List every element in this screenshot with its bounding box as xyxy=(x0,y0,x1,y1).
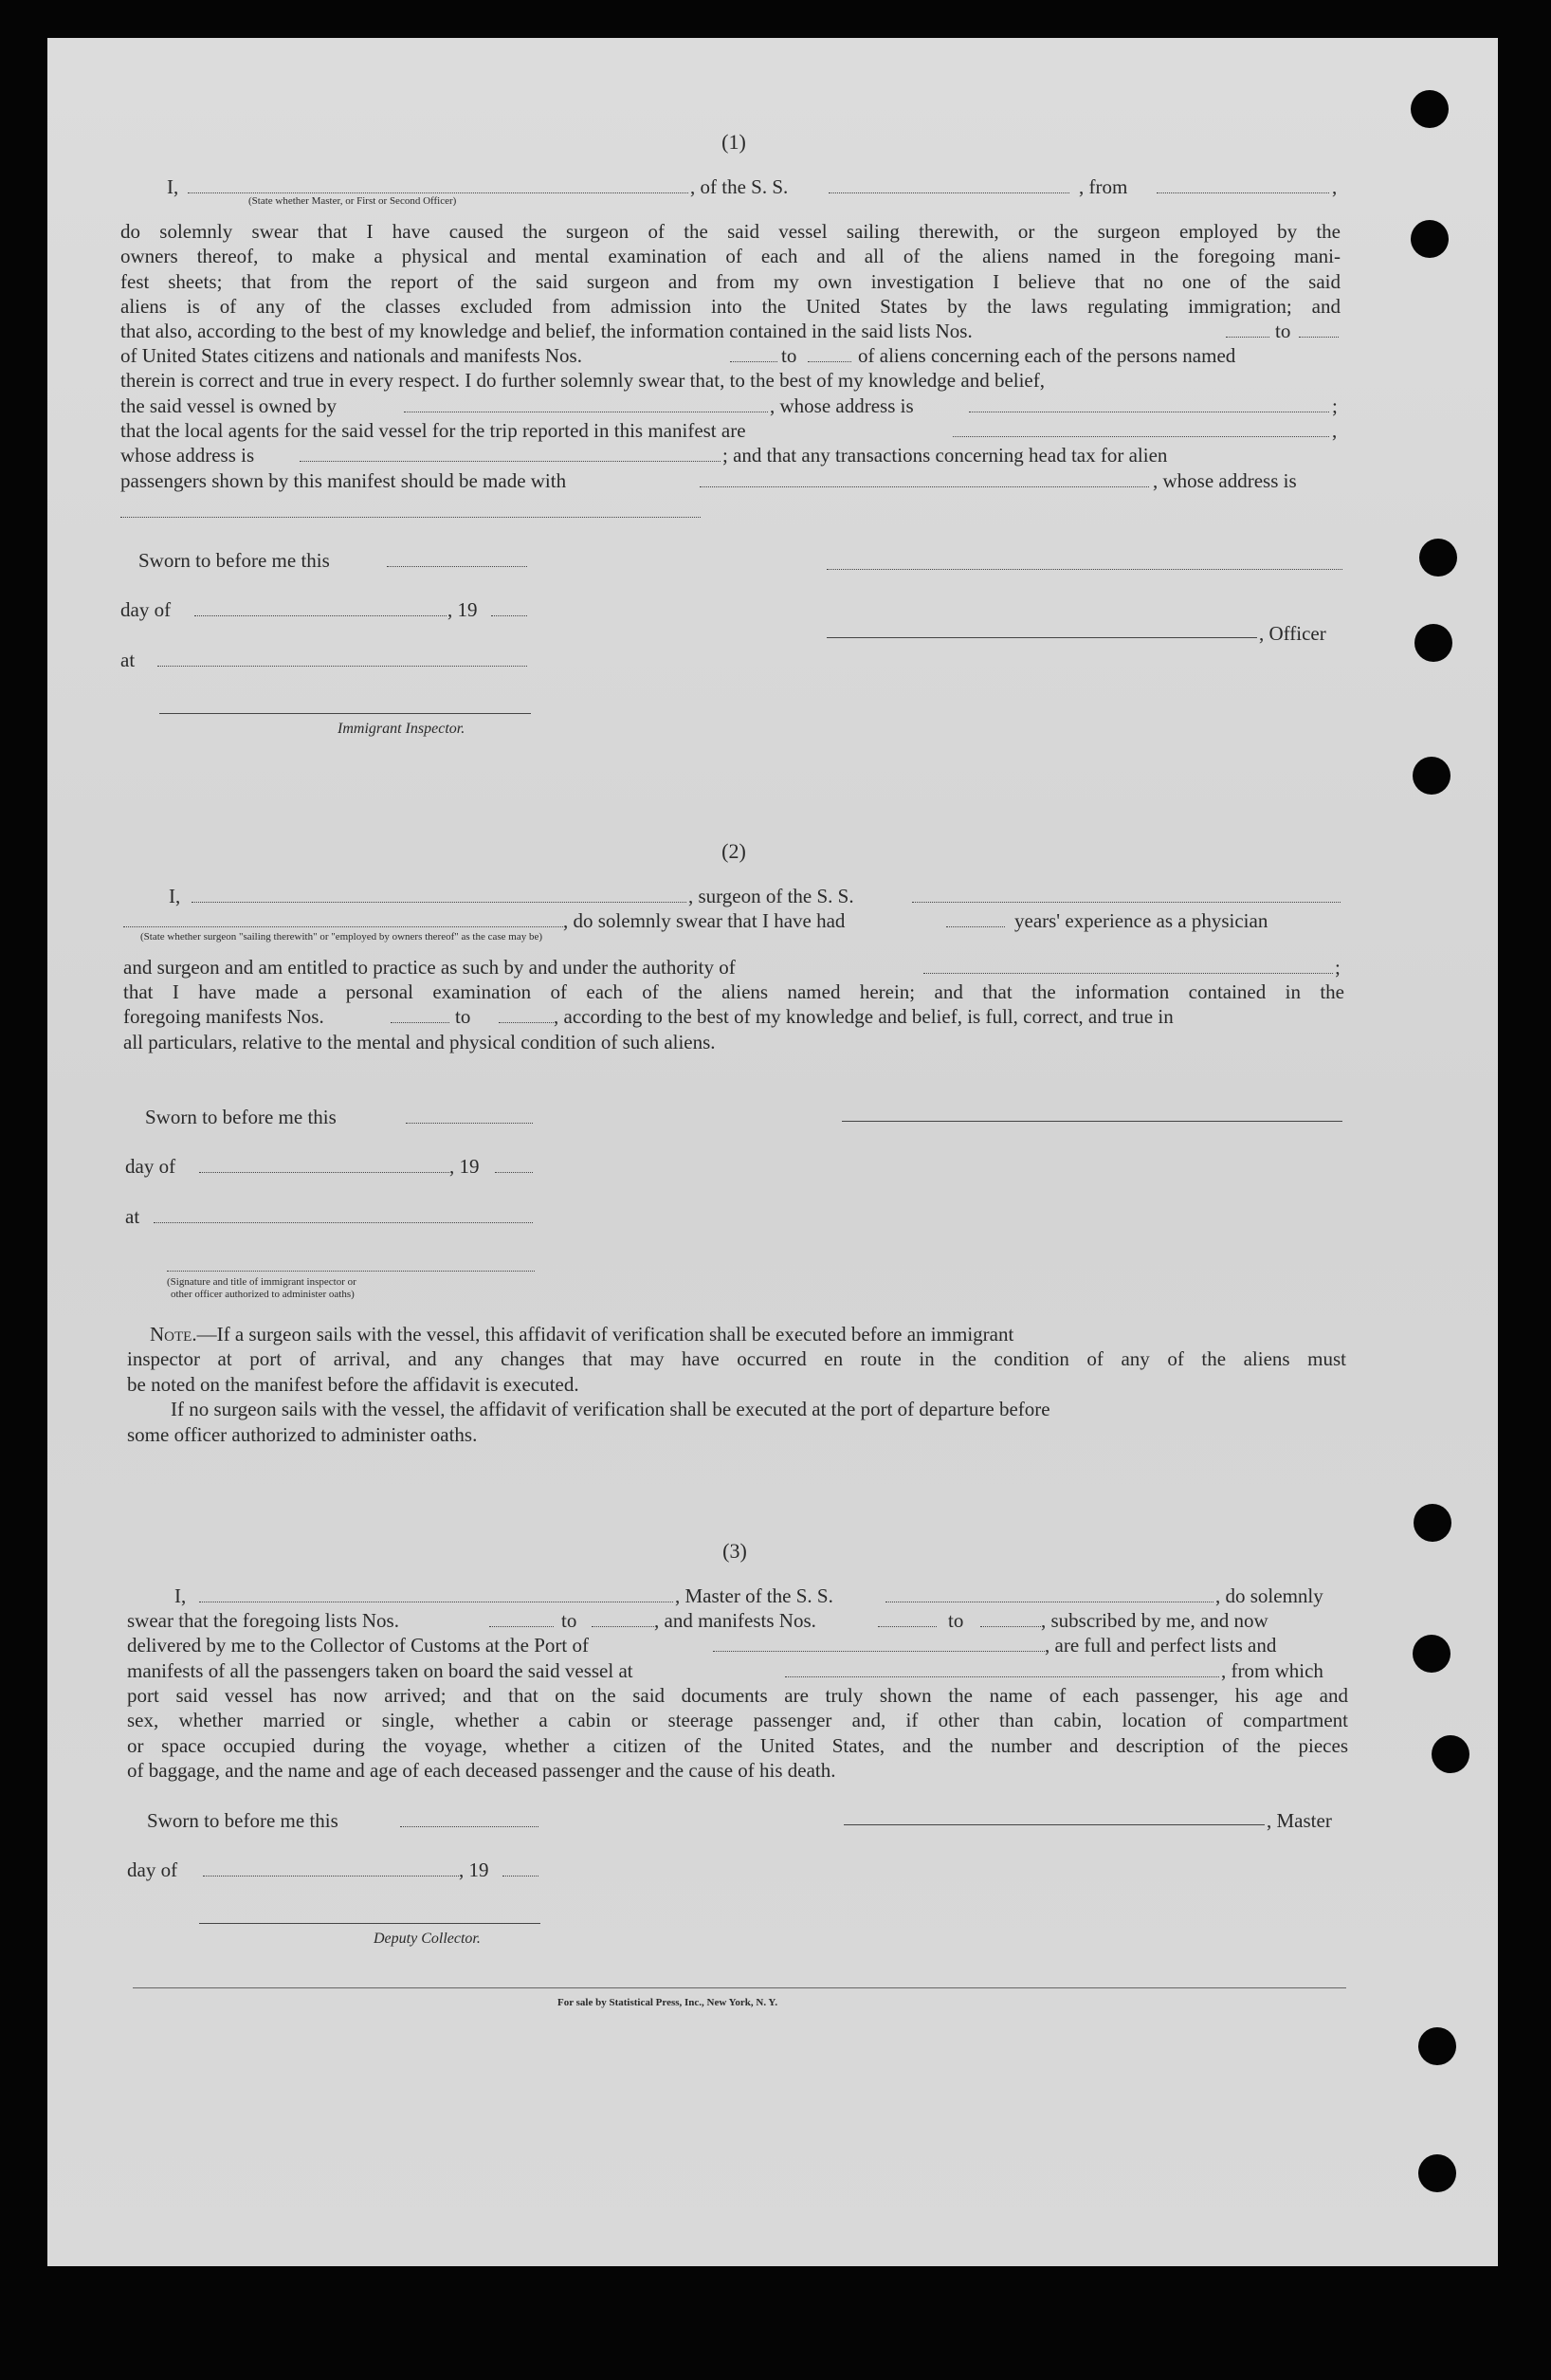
to-label: to xyxy=(455,1005,471,1028)
body-line: whose address is xyxy=(120,444,255,467)
surgeon-name-field[interactable] xyxy=(192,902,686,903)
whose-address-end: , whose address is xyxy=(1153,469,1297,492)
deputy-signature-line[interactable] xyxy=(199,1923,540,1924)
manifests-to-field[interactable] xyxy=(808,361,851,362)
day-of-field[interactable] xyxy=(199,1172,449,1173)
from-label: , from xyxy=(1079,175,1128,198)
oath-i-label: I, xyxy=(174,1584,187,1607)
agent-address-field[interactable] xyxy=(300,461,721,462)
manifests-to-field[interactable] xyxy=(980,1626,1041,1627)
sworn-label: Sworn to before me this xyxy=(138,549,330,572)
sworn-day-field[interactable] xyxy=(387,566,527,567)
surgeon-caption: (State whether surgeon "sailing therewith" or "employed by owners thereof" as the case may be) xyxy=(140,931,543,943)
note-text: be noted on the manifest before the affidavit is executed. xyxy=(127,1373,579,1396)
vessel-name-field[interactable] xyxy=(829,192,1069,193)
at-label: at xyxy=(120,649,136,671)
master-label: , Master xyxy=(1267,1809,1332,1832)
surgeon-type-field[interactable] xyxy=(123,926,563,927)
section2-body xyxy=(123,979,1344,1004)
inspector-signature-line[interactable] xyxy=(167,1271,535,1272)
body-line: owners thereof, to make a physical and mental examination of each and all of the aliens named in the foregoing mani- xyxy=(120,245,1341,268)
master-signature-line[interactable] xyxy=(844,1824,1265,1825)
day-of-field[interactable] xyxy=(203,1876,459,1877)
note-body xyxy=(127,1346,1346,1371)
whose-address-label: , whose address is xyxy=(770,394,914,417)
body-line: of United States citizens and nationals and manifests Nos. xyxy=(120,344,582,367)
manifests-from-field[interactable] xyxy=(391,1022,449,1023)
punch-hole xyxy=(1414,624,1452,662)
sworn-day-field[interactable] xyxy=(406,1123,533,1124)
years-field[interactable] xyxy=(946,926,1005,927)
body-line: that the local agents for the said vessel for the trip reported in this manifest are xyxy=(120,419,746,442)
punch-hole xyxy=(1418,2154,1456,2192)
surgeon-signature-line[interactable] xyxy=(842,1121,1342,1122)
punch-hole xyxy=(1432,1735,1469,1773)
according-text: , according to the best of my knowledge and belief, is full, correct, and true in xyxy=(554,1005,1174,1028)
lists-label: swear that the foregoing lists Nos. xyxy=(127,1609,399,1632)
body-line: do solemnly swear that I have caused the surgeon of the said vessel sailing therewith, or the surgeon employed by the xyxy=(120,220,1341,243)
manifests-passengers-text: manifests of all the passengers taken on board the said vessel at xyxy=(127,1659,633,1682)
punch-hole xyxy=(1414,1504,1451,1542)
officer-signature-line[interactable] xyxy=(827,637,1257,638)
punch-hole xyxy=(1419,539,1457,577)
day-of-label: day of xyxy=(120,598,172,621)
body-line: that also, according to the best of my knowledge and belief, the information contained in the said lists Nos. xyxy=(120,320,973,342)
comma: , xyxy=(1332,419,1338,442)
manifests-to-field[interactable] xyxy=(499,1022,554,1023)
footer-divider xyxy=(133,1987,1346,1988)
punch-hole xyxy=(1413,757,1451,795)
port-field[interactable] xyxy=(713,1651,1045,1652)
section-heading-2: (2) xyxy=(721,839,746,863)
year-field[interactable] xyxy=(491,615,527,616)
signature-line[interactable] xyxy=(827,569,1342,570)
to-label: to xyxy=(781,344,797,367)
sworn-label: Sworn to before me this xyxy=(147,1809,338,1832)
body-line: therein is correct and true in every respect. I do further solemnly swear that, to the best of my knowledge and belief, xyxy=(120,369,1045,392)
surgeon-of-label: , surgeon of the S. S. xyxy=(688,885,854,907)
aliens-concerning-text: of aliens concerning each of the persons named xyxy=(858,344,1236,367)
subscribed-text: , subscribed by me, and now xyxy=(1041,1609,1268,1632)
signature-caption: (Signature and title of immigrant inspector or xyxy=(167,1276,356,1288)
sworn-day-field[interactable] xyxy=(400,1826,538,1827)
officer-name-field[interactable] xyxy=(188,192,688,193)
foregoing-manifests-label: foregoing manifests Nos. xyxy=(123,1005,324,1028)
authority-line: and surgeon and am entitled to practice as such by and under the authority of xyxy=(123,956,736,979)
section-heading-3: (3) xyxy=(722,1539,747,1563)
manifests-label: , and manifests Nos. xyxy=(654,1609,816,1632)
lists-from-field[interactable] xyxy=(489,1626,554,1627)
day-of-label: day of xyxy=(125,1155,176,1178)
section3-body xyxy=(127,1683,1348,1758)
note-text: inspector at port of arrival, and any changes that may have occurred en route in the condition of any of the aliens must xyxy=(127,1347,1346,1370)
to-label: to xyxy=(1275,320,1291,342)
punch-hole xyxy=(1411,220,1449,258)
head-tax-text: ; and that any transactions concerning head tax for alien xyxy=(722,444,1168,467)
officer-caption: (State whether Master, or First or Second Officer) xyxy=(248,195,457,207)
signature-caption: other officer authorized to administer oaths) xyxy=(171,1289,355,1300)
body-line: the said vessel is owned by xyxy=(120,394,338,417)
note-text: If no surgeon sails with the vessel, the affidavit of verification shall be executed at the port of departure before xyxy=(171,1398,1050,1420)
head-tax-address-field[interactable] xyxy=(120,517,701,518)
delivered-text: delivered by me to the Collector of Customs at the Port of xyxy=(127,1634,589,1657)
note-label: Note. xyxy=(150,1323,197,1346)
of-ss-label: , of the S. S. xyxy=(690,175,789,198)
year-field[interactable] xyxy=(495,1172,533,1173)
surgeon-vessel-field[interactable] xyxy=(912,902,1341,903)
year-label: , 19 xyxy=(447,598,478,621)
printer-imprint: For sale by Statistical Press, Inc., New York, N. Y. xyxy=(557,1997,778,2008)
body-line: sex, whether married or single, whether a cabin or steerage passenger and, if other than cabin, location of compartment xyxy=(127,1709,1348,1732)
year-field[interactable] xyxy=(502,1876,538,1877)
to-label: to xyxy=(948,1609,964,1632)
oath-i-label: I, xyxy=(167,175,179,198)
inspector-signature-line[interactable] xyxy=(159,713,531,714)
body-line: that I have made a personal examination of each of the aliens named herein; and that the information contained in the xyxy=(123,980,1344,1003)
punch-hole xyxy=(1413,1635,1451,1673)
note-text: —If a surgeon sails with the vessel, this affidavit of verification shall be executed before an immigrant xyxy=(196,1323,1014,1346)
body-line: port said vessel has now arrived; and that on the said documents are truly shown the name of each passenger, his age and xyxy=(127,1684,1348,1707)
section1-body xyxy=(120,219,1341,319)
body-line: fest sheets; that from the report of the said surgeon and from my own investigation I believe that no one of the said xyxy=(120,269,1341,293)
section-heading-1: (1) xyxy=(721,130,746,154)
year-label: , 19 xyxy=(449,1155,480,1178)
day-of-field[interactable] xyxy=(194,615,447,616)
full-perfect-text: , are full and perfect lists and xyxy=(1045,1634,1277,1657)
head-tax-agent-field[interactable] xyxy=(700,486,1149,487)
manifests-from-field[interactable] xyxy=(730,361,777,362)
body-line: passengers shown by this manifest should be made with xyxy=(120,469,567,492)
officer-label: , Officer xyxy=(1259,622,1326,645)
body-line: aliens is of any of the classes excluded from admission into the United States by the laws regulating immigration; and xyxy=(120,294,1341,318)
do-solemnly-label: , do solemnly xyxy=(1215,1584,1323,1607)
body-line: or space occupied during the voyage, whether a citizen of the United States, and the number and description of the pieces xyxy=(127,1733,1348,1757)
punch-hole xyxy=(1411,90,1449,128)
manifests-from-field[interactable] xyxy=(878,1626,937,1627)
lists-from-field[interactable] xyxy=(1226,337,1269,338)
inspector-caption: Immigrant Inspector. xyxy=(338,721,465,737)
year-label: , 19 xyxy=(459,1858,489,1881)
boarding-port-field[interactable] xyxy=(785,1676,1219,1677)
day-of-label: day of xyxy=(127,1858,178,1881)
semicolon: ; xyxy=(1335,956,1341,979)
from-which-text: , from which xyxy=(1221,1659,1323,1682)
years-experience-text: years' experience as a physician xyxy=(1014,909,1268,932)
from-port-field[interactable] xyxy=(1157,192,1329,193)
punch-hole xyxy=(1418,2027,1456,2065)
oath-i-label: I, xyxy=(169,885,181,907)
line-end-comma: , xyxy=(1332,175,1338,198)
at-field[interactable] xyxy=(154,1222,533,1223)
at-label: at xyxy=(125,1205,140,1228)
local-agents-field[interactable] xyxy=(953,436,1329,437)
note-line xyxy=(150,1322,1013,1346)
to-label: to xyxy=(561,1609,577,1632)
sworn-label: Sworn to before me this xyxy=(145,1106,337,1128)
note-text: some officer authorized to administer oaths. xyxy=(127,1423,478,1446)
deputy-caption: Deputy Collector. xyxy=(374,1931,481,1947)
lists-to-field[interactable] xyxy=(592,1626,654,1627)
at-field[interactable] xyxy=(157,666,527,667)
body-line: all particulars, relative to the mental and physical condition of such aliens. xyxy=(123,1031,716,1053)
lists-to-field[interactable] xyxy=(1299,337,1339,338)
master-of-label: , Master of the S. S. xyxy=(675,1584,833,1607)
do-solemnly-label: , do solemnly swear that I have had xyxy=(563,909,846,932)
body-line: of baggage, and the name and age of each deceased passenger and the cause of his death. xyxy=(127,1759,836,1782)
semicolon: ; xyxy=(1332,394,1338,417)
authority-field[interactable] xyxy=(923,973,1333,974)
